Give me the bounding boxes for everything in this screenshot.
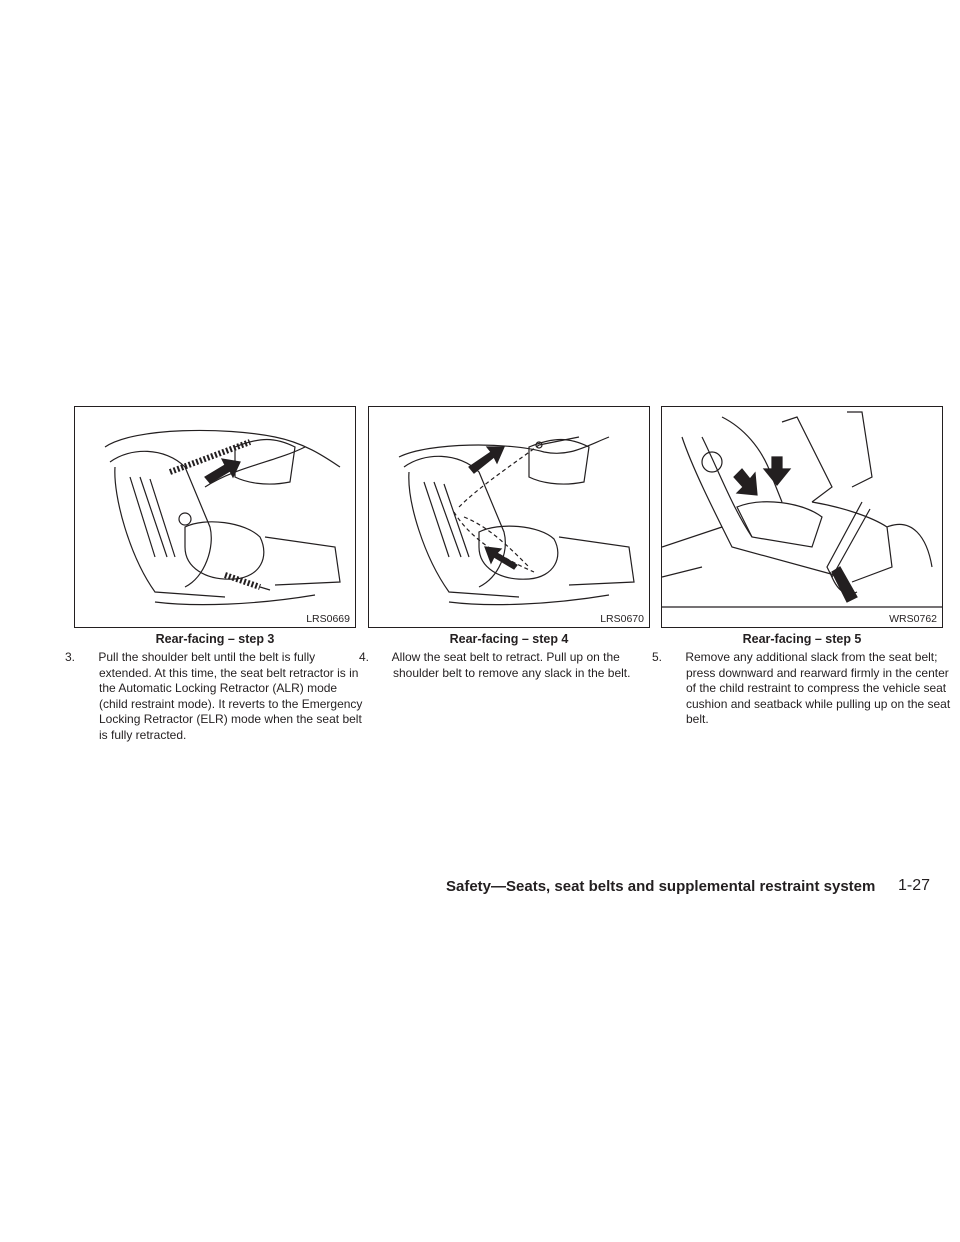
step-number: 5. xyxy=(652,650,663,664)
section-title: Safety—Seats, seat belts and supplemental restraint system xyxy=(446,878,876,895)
figure-caption-step-3: Rear-facing – step 3 xyxy=(155,632,275,646)
figure-step-5 xyxy=(661,406,943,628)
instruction-step-5 xyxy=(652,650,951,728)
step-number: 4. xyxy=(359,650,370,664)
rear-facing-step-4-illustration xyxy=(369,407,649,627)
step-text: Remove any additional slack from the seat belt; press downward and rearward firmly in the center of the child restraint to compress the vehicle seat cushion and seatback while pulling up on the seat belt. xyxy=(685,650,951,727)
figure-code: WRS0762 xyxy=(889,613,937,625)
instruction-step-4 xyxy=(359,650,658,681)
rear-facing-step-3-illustration xyxy=(75,407,355,627)
page-number: 1-27 xyxy=(898,877,931,894)
step-number: 3. xyxy=(65,650,76,664)
figure-step-3 xyxy=(74,406,356,628)
instruction-step-3 xyxy=(65,650,364,744)
step-text: Pull the shoulder belt until the belt is fully extended. At this time, the seat belt retractor is in the Automatic Locking Retractor (ALR) mode (child restraint mode). It reverts to the Emergency Locking Retractor (ELR) mode when the seat belt is fully retracted. xyxy=(98,650,363,742)
figure-code: LRS0669 xyxy=(306,613,350,625)
figure-caption-step-5: Rear-facing – step 5 xyxy=(742,632,862,646)
figure-caption-step-4: Rear-facing – step 4 xyxy=(449,632,569,646)
figure-code: LRS0670 xyxy=(600,613,644,625)
rear-facing-step-5-illustration xyxy=(662,407,942,627)
step-text: Allow the seat belt to retract. Pull up on the shoulder belt to remove any slack in the belt. xyxy=(391,650,631,680)
figure-step-4 xyxy=(368,406,650,628)
